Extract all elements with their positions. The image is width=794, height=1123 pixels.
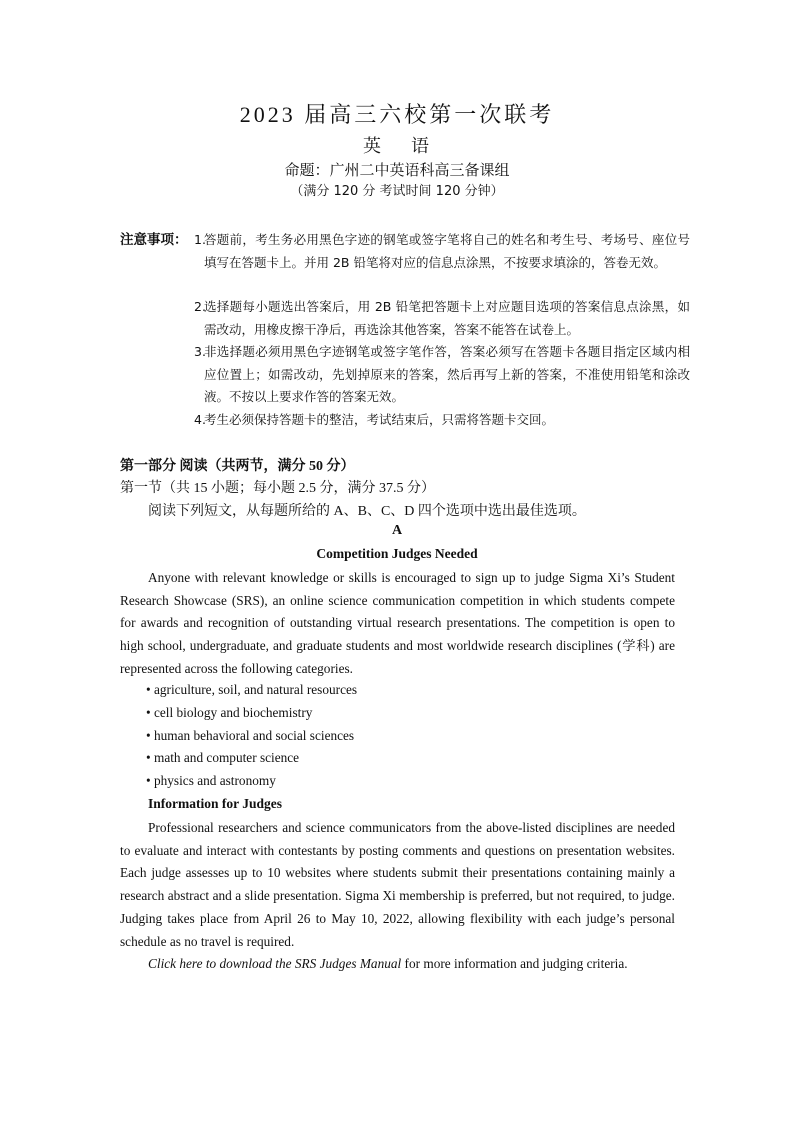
subject-heading	[0, 132, 794, 158]
notes-label: 注意事项：	[120, 232, 188, 248]
note-text: 选择题每小题选出答案后，用 2B 铅笔把答题卡上对应题目选项的答案信息点涂黑，如需改动，用橡皮擦干净后，再选涂其他答案，答案不能答在试卷上。	[204, 299, 690, 337]
note-number: 3.	[194, 344, 206, 359]
note-number: 2.	[194, 299, 206, 314]
info-paragraph: Professional researchers and science communicators from the above-listed disciplines are needed to evaluate and interact with contestants by posting comments and questions on presentation websites. Each judge assesses up to 10 websites where students submit their presentations containing mainly a research abstract and a slide presentation. Sigma Xi membership is preferred, but not required, to judge. Judging takes place from April 26 to May 10, 2022, allowing flexibility with each judge’s personal schedule as no travel is required.	[120, 820, 675, 949]
note-item	[194, 296, 690, 341]
category-item: • cell biology and biochemistry	[146, 705, 313, 720]
part-title: 第一部分 阅读（共两节，满分 50 分）	[120, 459, 355, 474]
intro-paragraph: Anyone with relevant knowledge or skills is encouraged to sign up to judge Sigma Xi’s Student Research Showcase (SRS), an online science communication competition in which students compete for awards and recognition of outstanding virtual research presentations. The competition is open to high school, undergraduate, and graduate students and most worldwide research disciplines (学科) are represented across the following categories.	[120, 570, 675, 676]
note-text: 非选择题必须用黑色字迹钢笔或签字笔作答，答案必须写在答题卡各题目指定区域内相应位置上；如需改动，先划掉原来的答案，然后再写上新的答案，不准使用铅笔和涂改液。不按以上要求作答的答案无效。	[204, 344, 690, 404]
directions: 阅读下列短文，从每题所给的 A、B、C、D 四个选项中选出最佳选项。	[148, 504, 586, 519]
exam-title: 2023 届高三六校第一次联考	[239, 102, 555, 127]
info-subheading: Information for Judges	[148, 796, 283, 811]
category-item: • agriculture, soil, and natural resources	[146, 682, 358, 697]
note-item	[194, 341, 690, 409]
note-item	[194, 409, 690, 432]
exam-author: 命题：广州二中英语科高三备课组	[284, 161, 510, 179]
category-item: • math and computer science	[146, 750, 300, 765]
passage-intro	[120, 567, 675, 681]
section-title: 第一节（共 15 小题；每小题 2.5 分，满分 37.5 分）	[120, 481, 435, 496]
passage-title: Competition Judges Needed	[316, 546, 478, 561]
info-section	[120, 817, 675, 976]
note-text: 答题前，考生务必用黑色字迹的钢笔或签字笔将自己的姓名和考生号、考场号、座位号填写在答题卡上。并用 2B 铅笔将对应的信息点涂黑，不按要求填涂的，答卷无效。	[204, 232, 690, 270]
subject-char-1: 英	[363, 136, 383, 157]
score-info: （满分 120 分 考试时间 120 分钟）	[290, 184, 504, 199]
manual-paragraph	[120, 953, 675, 976]
manual-link[interactable]: Click here to download the SRS Judges Manual	[148, 956, 402, 972]
note-number: 4.	[194, 412, 206, 427]
subject-char-2: 语	[411, 136, 431, 157]
note-item	[194, 229, 690, 274]
category-item: • human behavioral and social sciences	[146, 728, 355, 743]
note-text: 考生必须保持答题卡的整洁，考试结束后，只需将答题卡交回。	[204, 412, 555, 427]
passage-letter: A	[391, 523, 403, 538]
note-number: 1.	[194, 232, 206, 247]
category-item: • physics and astronomy	[146, 773, 276, 788]
manual-link-tail: for more information and judging criteria.	[401, 956, 628, 972]
